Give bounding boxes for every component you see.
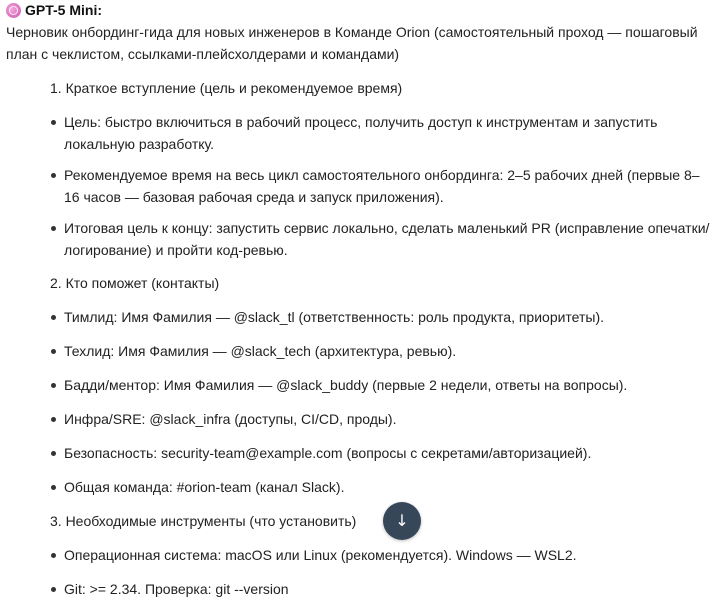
list-item-text: Техлид: Имя Фамилия — @slack_tech (архитектура, ревью).: [64, 343, 457, 359]
list-item: [6, 442, 722, 464]
list-item-text: Операционная система: macOS или Linux (рекомендуется). Windows — WSL2.: [64, 547, 577, 563]
list-item: [6, 544, 722, 566]
bullet-icon: [51, 553, 56, 558]
scroll-to-bottom-button[interactable]: [383, 502, 421, 540]
bullet-icon: [51, 451, 56, 456]
bullet-icon: [51, 587, 56, 592]
sender-header: [6, 0, 722, 21]
bullet-icon: [51, 485, 56, 490]
list-item-text: Безопасность: security-team@example.com (вопросы с секретами/авторизацией).: [64, 445, 592, 461]
list-item: [6, 374, 722, 396]
list-item: [6, 306, 722, 328]
list-item-text: Инфра/SRE: @slack_infra (доступы, CI/CD, проды).: [64, 411, 397, 427]
list-item: [6, 164, 722, 208]
list-item-text: Бадди/ментор: Имя Фамилия — @slack_buddy (первые 2 недели, ответы на вопросы).: [64, 377, 628, 393]
intro-text: Черновик онбординг-гида для новых инженеров в Команде Orion (самостоятельный проход — пошаговый план с чеклистом, ссылками-плейсхолдерами и командами): [6, 24, 698, 62]
list-item: [6, 340, 722, 362]
bullet-icon: [51, 349, 56, 354]
list-item: [6, 217, 722, 261]
list-item-text: Тимлид: Имя Фамилия — @slack_tl (ответственность: роль продукта, приоритеты).: [64, 309, 605, 325]
arrow-down-icon: ↓: [395, 511, 409, 530]
assistant-message: [6, 0, 722, 600]
bullet-icon: [51, 315, 56, 320]
list-item-text: Git: >= 2.34. Проверка: git --version: [64, 581, 289, 597]
section-heading-3: 3. Необходимые инструменты (что установить): [50, 513, 357, 529]
section-heading-1: 1. Краткое вступление (цель и рекомендуемое время): [50, 80, 403, 96]
openai-logo-icon: [6, 3, 21, 18]
sender-name: GPT-5 Mini:: [25, 2, 102, 18]
section-heading-2: 2. Кто поможет (контакты): [50, 275, 220, 291]
list-item: [6, 476, 722, 498]
bullet-icon: [51, 417, 56, 422]
list-item-text: Итоговая цель к концу: запустить сервис локально, сделать маленький PR (исправление опечатки/ логирование) и пройти код-ревью.: [64, 220, 710, 258]
bullet-icon: [51, 226, 56, 231]
bullet-icon: [51, 383, 56, 388]
list-item-text: Цель: быстро включиться в рабочий процесс, получить доступ к инструментам и запустить локальную разработку.: [64, 114, 658, 152]
bullet-icon: [51, 120, 56, 125]
list-item: [6, 408, 722, 430]
list-item-text: Общая команда: #orion-team (канал Slack).: [64, 479, 345, 495]
list-item: [6, 578, 722, 600]
list-item-text: Рекомендуемое время на весь цикл самостоятельного онбординга: 2–5 рабочих дней (первые 8–16 часов — базовая рабочая среда и запуск приложения).: [64, 167, 700, 205]
list-item: [6, 111, 722, 155]
bullet-icon: [51, 173, 56, 178]
